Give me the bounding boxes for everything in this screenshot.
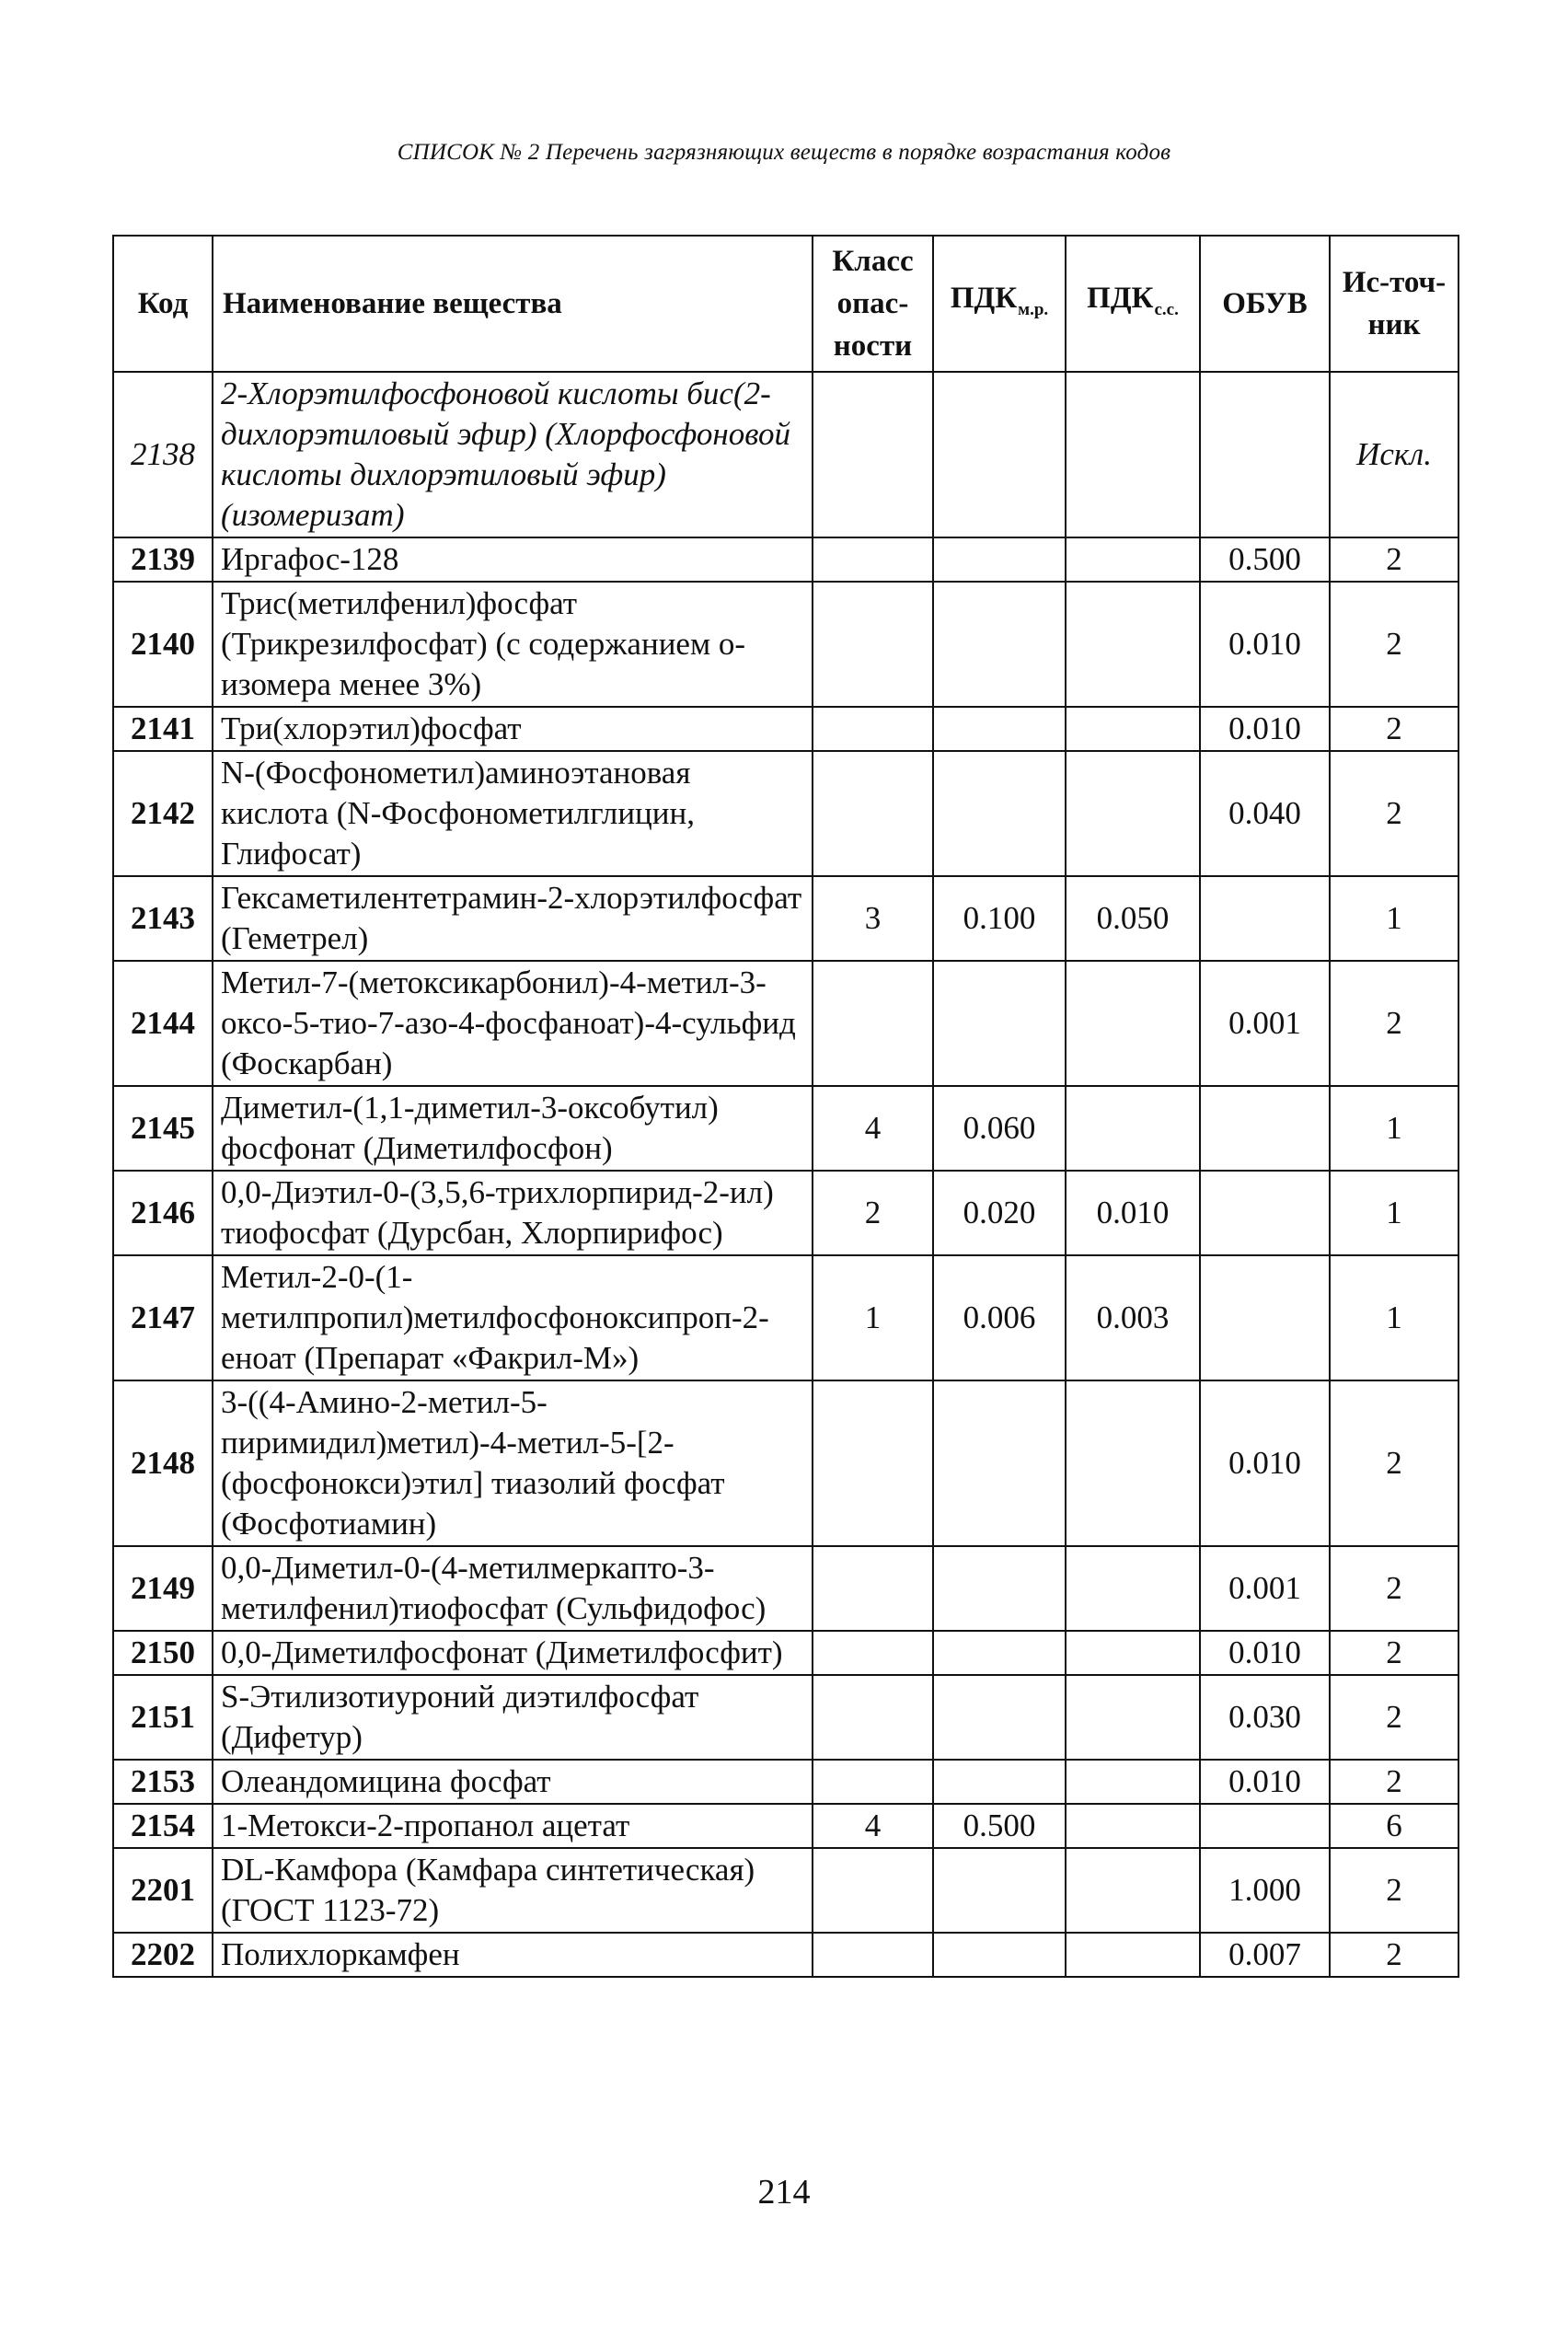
header-pdk-mr [933,236,1066,372]
table-row [113,1546,1458,1631]
cell-hazard-class: 4 [813,1086,933,1171]
page-number: 214 [757,2173,811,2212]
cell-code: 2146 [113,1171,213,1255]
cell-source: 2 [1330,1631,1458,1675]
cell-hazard-class [813,1848,933,1933]
cell-hazard-class [813,961,933,1086]
cell-hazard-class: 3 [813,876,933,961]
cell-source: 6 [1330,1804,1458,1848]
cell-pdk-ss [1066,372,1200,537]
header-pdk-mr-subscript: м.р. [1018,299,1049,319]
cell-obuv [1200,1171,1330,1255]
cell-pdk-ss: 0.010 [1066,1171,1200,1255]
cell-pdk-ss [1066,1804,1200,1848]
header-hazard-class [813,236,933,372]
cell-pdk-mr [933,1546,1066,1631]
cell-obuv [1200,1086,1330,1171]
cell-code: 2145 [113,1086,213,1171]
cell-source: 1 [1330,1255,1458,1380]
table-row [113,582,1458,707]
header-pdk-ss [1066,236,1200,372]
table-row [113,1086,1458,1171]
cell-substance-name: 0,0-Диметил-0-(4-метилмеркапто-3-метилфенил)тиофосфат (Сульфидофос) [213,1546,813,1631]
header-code: Код [113,236,213,372]
cell-substance-name: N-(Фосфонометил)аминоэтановая кислота (N-Фосфонометилглицин, Глифосат) [213,751,813,876]
cell-source: 2 [1330,751,1458,876]
table-row [113,1933,1458,1977]
cell-substance-name: Иргафос-128 [213,537,813,582]
cell-pdk-ss [1066,751,1200,876]
cell-pdk-ss: 0.050 [1066,876,1200,961]
cell-source: 2 [1330,582,1458,707]
cell-obuv: 0.030 [1200,1675,1330,1760]
header-pdk-mr-label: ПДК [950,281,1018,315]
cell-substance-name: 2-Хлорэтилфосфоновой кислоты бис(2-дихлорэтиловый эфир) (Хлорфосфоновой кислоты дихлорэтиловый эфир) (изомеризат) [213,372,813,537]
cell-code: 2142 [113,751,213,876]
cell-pdk-ss [1066,707,1200,751]
cell-code: 2141 [113,707,213,751]
table-row [113,1848,1458,1933]
cell-pdk-mr [933,1380,1066,1546]
table-row [113,1804,1458,1848]
cell-hazard-class [813,751,933,876]
cell-code: 2148 [113,1380,213,1546]
cell-source: 2 [1330,537,1458,582]
table-row [113,707,1458,751]
cell-source: Искл. [1330,372,1458,537]
cell-pdk-ss [1066,1848,1200,1933]
table-row [113,537,1458,582]
cell-code: 2147 [113,1255,213,1380]
cell-pdk-ss [1066,1380,1200,1546]
cell-substance-name: Диметил-(1,1-диметил-3-оксобутил) фосфонат (Диметилфосфон) [213,1086,813,1171]
header-pdk-ss-subscript: с.с. [1154,299,1179,319]
cell-pdk-ss [1066,1546,1200,1631]
cell-hazard-class: 2 [813,1171,933,1255]
cell-code: 2150 [113,1631,213,1675]
table-row [113,961,1458,1086]
header-source: Ис-точ-ник [1330,236,1458,372]
header-obuv: ОБУВ [1200,236,1330,372]
cell-source: 2 [1330,1380,1458,1546]
cell-hazard-class [813,1675,933,1760]
cell-obuv [1200,372,1330,537]
table-row [113,372,1458,537]
cell-source: 2 [1330,1933,1458,1977]
cell-pdk-mr: 0.500 [933,1804,1066,1848]
cell-pdk-mr [933,1848,1066,1933]
cell-code: 2144 [113,961,213,1086]
table-row [113,1171,1458,1255]
table-header-row [113,236,1458,372]
cell-hazard-class [813,582,933,707]
cell-obuv: 0.010 [1200,1631,1330,1675]
cell-substance-name: 0,0-Диэтил-0-(3,5,6-трихлорпирид-2-ил) тиофосфат (Дурсбан, Хлорпирифос) [213,1171,813,1255]
cell-obuv [1200,1804,1330,1848]
cell-source: 2 [1330,1675,1458,1760]
cell-code: 2140 [113,582,213,707]
cell-pdk-ss [1066,537,1200,582]
table-row [113,1255,1458,1380]
substances-table-container [112,235,1458,1978]
cell-obuv: 0.001 [1200,1546,1330,1631]
table-row [113,751,1458,876]
cell-source: 2 [1330,1546,1458,1631]
cell-pdk-mr [933,961,1066,1086]
cell-obuv: 0.010 [1200,707,1330,751]
substances-table [112,235,1459,1978]
table-row [113,1631,1458,1675]
page-header-title: СПИСОК № 2 Перечень загрязняющих веществ в порядке возрастания кодов [397,140,1171,165]
cell-hazard-class [813,1380,933,1546]
cell-code: 2153 [113,1760,213,1804]
cell-substance-name: DL-Камфора (Камфара синтетическая) (ГОСТ 1123-72) [213,1848,813,1933]
cell-pdk-mr: 0.006 [933,1255,1066,1380]
cell-substance-name: Гексаметилентетрамин-2-хлорэтилфосфат (Геметрел) [213,876,813,961]
cell-obuv: 0.007 [1200,1933,1330,1977]
cell-hazard-class [813,707,933,751]
cell-pdk-mr [933,1933,1066,1977]
table-row [113,1380,1458,1546]
table-row [113,876,1458,961]
cell-hazard-class: 1 [813,1255,933,1380]
cell-substance-name: Метил-2-0-(1-метилпропил)метилфосфоноксипроп-2-еноат (Препарат «Факрил-М») [213,1255,813,1380]
header-name: Наименование вещества [213,236,813,372]
cell-pdk-mr [933,751,1066,876]
cell-source: 1 [1330,1171,1458,1255]
cell-code: 2202 [113,1933,213,1977]
cell-pdk-mr: 0.060 [933,1086,1066,1171]
cell-pdk-ss [1066,1933,1200,1977]
cell-substance-name: Метил-7-(метоксикарбонил)-4-метил-3-оксо-5-тио-7-азо-4-фосфаноат)-4-сульфид (Фоскарбан) [213,961,813,1086]
table-row [113,1760,1458,1804]
cell-hazard-class [813,537,933,582]
cell-obuv: 0.010 [1200,1760,1330,1804]
cell-substance-name: Три(хлорэтил)фосфат [213,707,813,751]
cell-code: 2201 [113,1848,213,1933]
cell-obuv: 0.010 [1200,1380,1330,1546]
cell-source: 2 [1330,961,1458,1086]
cell-pdk-mr: 0.020 [933,1171,1066,1255]
cell-pdk-ss: 0.003 [1066,1255,1200,1380]
cell-substance-name: Трис(метилфенил)фосфат (Трикрезилфосфат) (с содержанием о-изомера менее 3%) [213,582,813,707]
cell-pdk-mr [933,707,1066,751]
cell-source: 1 [1330,876,1458,961]
cell-source: 2 [1330,707,1458,751]
table-row [113,1675,1458,1760]
cell-pdk-mr [933,537,1066,582]
cell-substance-name: 0,0-Диметилфосфонат (Диметилфосфит) [213,1631,813,1675]
cell-obuv [1200,1255,1330,1380]
cell-hazard-class [813,1760,933,1804]
cell-code: 2138 [113,372,213,537]
cell-hazard-class: 4 [813,1804,933,1848]
cell-pdk-mr: 0.100 [933,876,1066,961]
cell-code: 2151 [113,1675,213,1760]
table-body [113,372,1458,1977]
cell-pdk-mr [933,1631,1066,1675]
cell-source: 2 [1330,1760,1458,1804]
cell-obuv: 0.001 [1200,961,1330,1086]
cell-hazard-class [813,1631,933,1675]
cell-pdk-ss [1066,1631,1200,1675]
cell-code: 2149 [113,1546,213,1631]
cell-code: 2139 [113,537,213,582]
header-pdk-ss-label: ПДК [1087,281,1154,315]
cell-pdk-ss [1066,1675,1200,1760]
cell-pdk-ss [1066,1760,1200,1804]
cell-hazard-class [813,1546,933,1631]
cell-pdk-ss [1066,961,1200,1086]
cell-pdk-ss [1066,582,1200,707]
cell-pdk-mr [933,582,1066,707]
cell-pdk-mr [933,1675,1066,1760]
cell-obuv: 0.040 [1200,751,1330,876]
cell-pdk-mr [933,372,1066,537]
cell-obuv: 0.500 [1200,537,1330,582]
cell-hazard-class [813,372,933,537]
cell-source: 1 [1330,1086,1458,1171]
cell-obuv: 1.000 [1200,1848,1330,1933]
cell-substance-name: Олеандомицина фосфат [213,1760,813,1804]
cell-code: 2143 [113,876,213,961]
cell-hazard-class [813,1933,933,1977]
cell-substance-name: 1-Метокси-2-пропанол ацетат [213,1804,813,1848]
cell-code: 2154 [113,1804,213,1848]
cell-pdk-ss [1066,1086,1200,1171]
cell-source: 2 [1330,1848,1458,1933]
header-hazard-class-label: Класс опас-ности [832,245,914,363]
cell-pdk-mr [933,1760,1066,1804]
cell-substance-name: Полихлоркамфен [213,1933,813,1977]
cell-obuv [1200,876,1330,961]
cell-substance-name: S-Этилизотиуроний диэтилфосфат (Дифетур) [213,1675,813,1760]
cell-substance-name: 3-((4-Амино-2-метил-5-пиримидил)метил)-4-метил-5-[2-(фосфонокси)этил] тиазолий фосфат (Фосфотиамин) [213,1380,813,1546]
cell-obuv: 0.010 [1200,582,1330,707]
